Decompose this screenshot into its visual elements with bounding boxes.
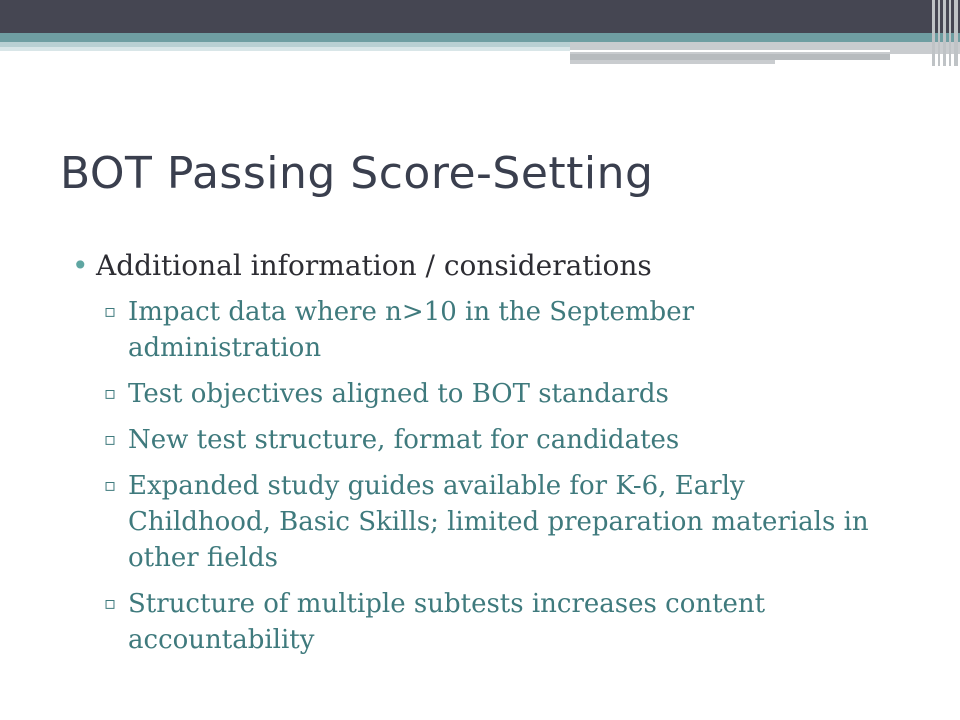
header-vertical-lines — [930, 0, 960, 66]
main-point — [72, 246, 892, 286]
sub-point-text: Impact data where n>10 in the September administration — [128, 297, 695, 363]
header-bar-grey — [570, 42, 960, 54]
header-bar-teal — [0, 33, 960, 42]
list-item — [72, 468, 892, 576]
header-bar-teal-light-2 — [0, 47, 570, 51]
sub-point-text: Expanded study guides available for K-6, Early Childhood, Basic Skills; limited preparation materials in other fields — [128, 471, 869, 573]
slide-title: BOT Passing Score-Setting — [60, 148, 654, 199]
square-bullet-icon: ▫ — [104, 593, 117, 614]
sub-point-list — [72, 294, 892, 658]
header-bar-grey-3 — [570, 60, 775, 64]
sub-point-text: Test objectives aligned to BOT standards — [128, 379, 669, 409]
list-item — [72, 586, 892, 658]
header-bar-white-line — [570, 50, 890, 52]
sub-point-text: New test structure, format for candidates — [128, 425, 680, 455]
square-bullet-icon: ▫ — [104, 429, 117, 450]
list-item — [72, 376, 892, 412]
slide-body — [72, 246, 892, 668]
square-bullet-icon: ▫ — [104, 475, 117, 496]
square-bullet-icon: ▫ — [104, 383, 117, 404]
header-bar-dark — [0, 0, 960, 33]
square-bullet-icon: ▫ — [104, 301, 117, 322]
bullet-icon: • — [72, 249, 89, 282]
list-item — [72, 294, 892, 366]
main-point-text: Additional information / considerations — [96, 249, 652, 282]
list-item — [72, 422, 892, 458]
sub-point-text: Structure of multiple subtests increases content accountability — [128, 589, 766, 655]
